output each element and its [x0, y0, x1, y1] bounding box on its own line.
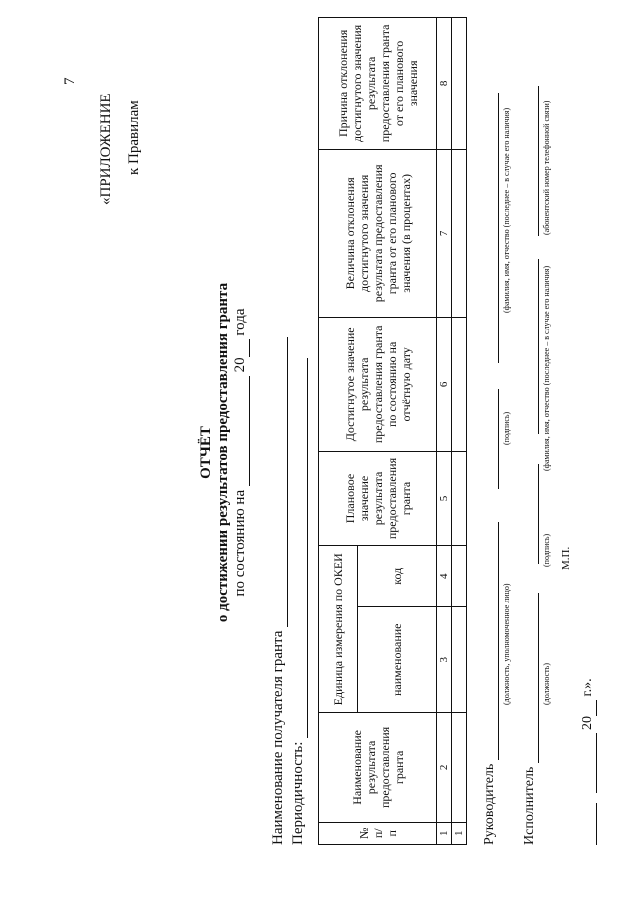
colnum-6: 6	[437, 317, 452, 451]
row1-c4	[452, 546, 467, 607]
stamp-mark: М.П.	[560, 546, 572, 570]
report-title: ОТЧЁТ	[198, 426, 214, 479]
header-result-name: Наименование результата предоставления гранта	[319, 713, 437, 822]
header-deviation: Величина отклонения достигнутого значения результата предоставления гранта от его планового значения (в процентах)	[319, 149, 437, 317]
exec-label: Исполнитель	[522, 766, 537, 845]
head-signature-row	[482, 93, 499, 845]
date-suffix: г.».	[580, 678, 595, 697]
as-of-year-blank	[232, 339, 250, 357]
head-position-blank	[482, 522, 499, 760]
date-year-blank	[580, 700, 597, 716]
exec-sign-blank	[522, 464, 539, 564]
table-header-row	[319, 18, 358, 845]
row1-c6	[452, 317, 467, 451]
appendix-block	[92, 93, 148, 205]
date-day-blank	[580, 803, 597, 845]
as-of-prefix: по состоянию на	[232, 489, 248, 597]
as-of-suffix: года	[232, 308, 248, 336]
colnum-7: 7	[437, 149, 452, 317]
colnum-8: 8	[437, 18, 452, 150]
header-planned: Плановое значение результата предоставления гранта	[319, 451, 437, 545]
header-reason: Причина отклонения достигнутого значения результата предоставления гранта от его планового значения	[319, 18, 437, 150]
report-as-of	[232, 0, 250, 905]
report-table	[318, 17, 467, 845]
header-num: № п/п	[319, 822, 437, 844]
date-year: 20	[580, 716, 595, 730]
recipient-label: Наименование получателя гранта	[270, 630, 286, 845]
exec-caption-position: (должность)	[542, 663, 551, 705]
exec-position-blank	[522, 593, 539, 763]
row1-c2	[452, 713, 467, 822]
page-number: 7	[62, 77, 78, 85]
head-caption-sign: (подпись)	[502, 411, 511, 445]
exec-caption-phone: (абонентский номер телефонной связи)	[542, 100, 551, 235]
header-unit-group: Единица измерения по ОКЕИ	[319, 546, 358, 713]
header-unit-name: наименование	[358, 607, 437, 713]
exec-caption-sign: (подпись)	[542, 533, 551, 567]
head-caption-name: (фамилия, имя, отчество (последнее – в случае его наличия)	[502, 107, 511, 313]
head-label: Руководитель	[482, 763, 497, 845]
colnum-2: 2	[437, 713, 452, 822]
colnum-5: 5	[437, 451, 452, 545]
head-caption-position: (должность, уполномоченное лицо)	[502, 583, 511, 705]
colnum-4: 4	[437, 546, 452, 607]
row1-c1: 1	[452, 822, 467, 844]
row1-c5	[452, 451, 467, 545]
row1-c7	[452, 149, 467, 317]
exec-phone-blank	[522, 86, 539, 236]
periodicity-blank	[290, 358, 308, 738]
recipient-blank	[270, 337, 288, 627]
exec-signature-row	[522, 86, 539, 845]
as-of-date-blank	[232, 376, 250, 486]
report-title-block	[198, 0, 250, 905]
report-subtitle: о достижении результатов предоставления гранта	[215, 282, 231, 623]
row1-c3	[452, 607, 467, 713]
colnum-1: 1	[437, 822, 452, 844]
date-row	[580, 678, 597, 845]
row1-c8	[452, 18, 467, 150]
as-of-year: 20	[232, 357, 248, 373]
exec-caption-name: (фамилия, имя, отчество (последнее – в случае его наличия)	[542, 265, 551, 471]
head-sign-blank	[482, 389, 499, 489]
table-column-numbers-row	[437, 18, 452, 845]
header-achieved: Достигнутое значение результата предоставления гранта по состоянию на отчётную дату	[319, 317, 437, 451]
periodicity-row	[290, 358, 308, 845]
periodicity-label: Периодичность:	[290, 741, 306, 845]
recipient-row	[270, 337, 288, 845]
colnum-3: 3	[437, 607, 452, 713]
head-name-blank	[482, 93, 499, 363]
appendix-subtitle: к Правилам	[126, 100, 142, 175]
table-row	[452, 18, 467, 845]
header-unit-code: код	[358, 546, 437, 607]
exec-name-blank	[522, 259, 539, 434]
appendix-title: «ПРИЛОЖЕНИЕ	[98, 93, 114, 205]
date-month-blank	[580, 734, 597, 794]
